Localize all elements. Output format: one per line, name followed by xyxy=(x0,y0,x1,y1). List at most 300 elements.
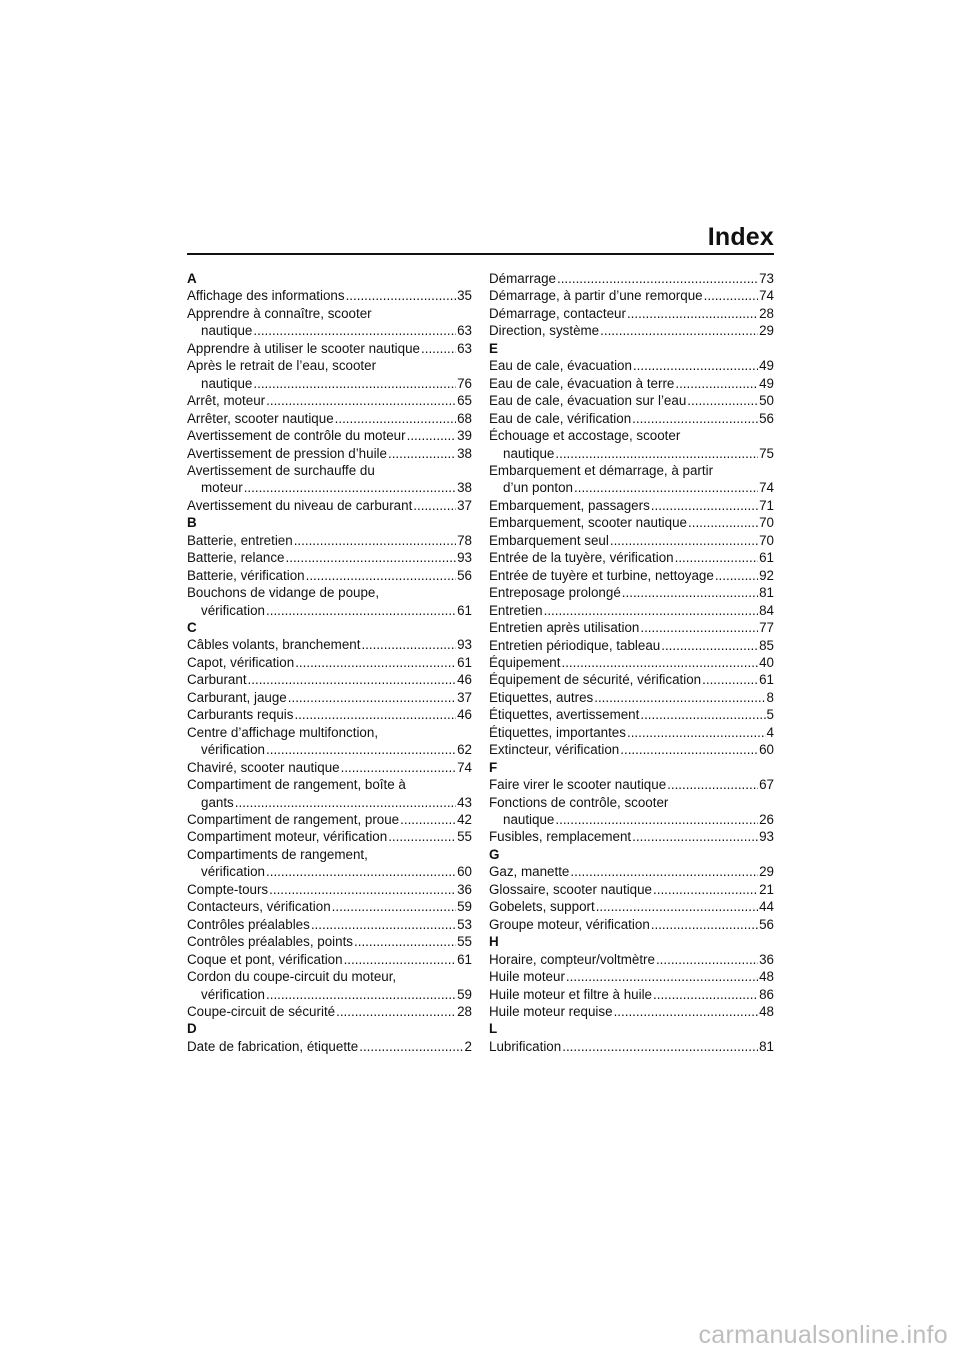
entry-text: Eau de cale, vérification xyxy=(489,410,632,426)
page-number: 68 xyxy=(457,410,472,426)
entry-text: Huile moteur requise xyxy=(489,1003,613,1019)
entry-text: Entreposage prolongé xyxy=(489,585,621,601)
index-entry[interactable] xyxy=(187,933,472,950)
dot-leader xyxy=(555,445,758,462)
page-number: 76 xyxy=(457,375,472,391)
index-entry[interactable] xyxy=(489,724,774,741)
entry-text: Équipement de sécurité, vérification xyxy=(489,672,702,688)
dot-leader xyxy=(633,357,758,374)
dot-leader xyxy=(653,986,758,1003)
dot-leader xyxy=(661,637,758,654)
section-letter: A xyxy=(187,271,197,286)
dot-leader xyxy=(675,375,758,392)
dot-leader xyxy=(266,392,456,409)
dot-leader xyxy=(688,514,758,531)
entry-text: Arrêter, scooter nautique xyxy=(187,410,334,426)
entry-text: Lubrification xyxy=(489,1038,562,1054)
entry-text: Gobelets, support xyxy=(489,899,595,915)
page-number: 63 xyxy=(457,340,472,356)
page-number: 78 xyxy=(457,532,472,548)
dot-leader xyxy=(566,968,758,985)
dot-leader xyxy=(354,933,456,950)
entry-text: Avertissement de surchauffe du xyxy=(187,462,375,478)
dot-leader xyxy=(336,1003,456,1020)
index-entry[interactable] xyxy=(187,776,472,811)
entry-text: Embarquement, scooter nautique xyxy=(489,515,688,531)
index-entry[interactable] xyxy=(187,724,472,759)
page-number: 29 xyxy=(759,864,774,880)
index-column-left xyxy=(187,270,472,1055)
index-entry[interactable] xyxy=(187,410,472,427)
entry-text: Compartiments de rangement, xyxy=(187,846,368,862)
index-entry[interactable] xyxy=(489,863,774,880)
index-entry[interactable] xyxy=(187,340,472,357)
page-number: 63 xyxy=(457,323,472,339)
page-number: 35 xyxy=(457,288,472,304)
dot-leader xyxy=(632,828,758,845)
index-column-right xyxy=(489,270,774,1055)
page-number: 37 xyxy=(457,497,472,513)
dot-leader xyxy=(286,549,457,566)
index-entry[interactable] xyxy=(489,671,774,688)
entry-text: Batterie, vérification xyxy=(187,567,305,583)
index-entry[interactable] xyxy=(489,1038,774,1055)
index-entry[interactable] xyxy=(489,514,774,531)
entry-text: Avertissement de contrôle du moteur xyxy=(187,428,406,444)
entry-text-continued: moteur xyxy=(201,480,243,496)
page-number: 93 xyxy=(759,829,774,845)
page-number: 21 xyxy=(759,881,774,897)
entry-text-continued: vérification xyxy=(201,742,266,758)
section-letter: H xyxy=(489,934,499,950)
index-entry[interactable] xyxy=(187,532,472,549)
dot-leader xyxy=(610,532,758,549)
index-entry[interactable] xyxy=(489,881,774,898)
index-entry[interactable] xyxy=(489,287,774,304)
page-number: 48 xyxy=(759,1003,774,1019)
entry-text: Démarrage, contacteur xyxy=(489,305,626,321)
entry-text: Embarquement, passagers xyxy=(489,497,650,513)
entry-text: Échouage et accostage, scooter xyxy=(489,428,681,444)
dot-leader xyxy=(557,270,758,287)
entry-text: Glossaire, scooter nautique xyxy=(489,881,653,897)
index-entry[interactable] xyxy=(489,619,774,636)
page-number: 55 xyxy=(457,934,472,950)
dot-leader xyxy=(346,287,457,304)
page-number: 61 xyxy=(457,951,472,967)
index-entry[interactable] xyxy=(489,986,774,1003)
page-number: 62 xyxy=(457,742,472,758)
page-number: 2 xyxy=(464,1038,472,1054)
page-number: 43 xyxy=(457,794,472,810)
entry-text: Horaire, compteur/voltmètre xyxy=(489,951,655,967)
entry-text: Huile moteur xyxy=(489,969,565,985)
entry-text: Entretien périodique, tableau xyxy=(489,637,661,653)
page-number: 61 xyxy=(457,602,472,618)
entry-text: Coque et pont, vérification xyxy=(187,951,343,967)
index-entry[interactable] xyxy=(187,759,472,776)
dot-leader xyxy=(640,706,765,723)
index-entry[interactable] xyxy=(187,689,472,706)
entry-text: Compte-tours xyxy=(187,881,269,897)
index-entry[interactable] xyxy=(489,584,774,601)
dot-leader xyxy=(704,287,758,304)
page-number: 38 xyxy=(457,445,472,461)
dot-leader xyxy=(687,392,758,409)
dot-leader xyxy=(600,322,758,339)
index-entry[interactable] xyxy=(187,636,472,653)
entry-text: Étiquettes, importantes xyxy=(489,724,626,740)
section-letter: B xyxy=(187,515,197,531)
page-number: 74 xyxy=(759,288,774,304)
index-entry[interactable] xyxy=(489,706,774,723)
index-entry[interactable] xyxy=(187,392,472,409)
dot-leader xyxy=(341,759,457,776)
index-entry[interactable] xyxy=(489,654,774,671)
index-entry[interactable] xyxy=(489,776,774,793)
index-entry[interactable] xyxy=(187,497,472,514)
entry-text: Affichage des informations xyxy=(187,288,345,304)
page-number: 93 xyxy=(457,637,472,653)
entry-text: Compartiment moteur, vérification xyxy=(187,829,388,845)
index-entry[interactable] xyxy=(187,671,472,688)
section-letter: F xyxy=(489,759,498,775)
entry-text: Extincteur, vérification xyxy=(489,742,620,758)
dot-leader xyxy=(544,602,758,619)
entry-text: Carburant xyxy=(187,672,247,688)
entry-text: Carburants requis xyxy=(187,707,294,723)
dot-leader xyxy=(413,497,456,514)
page-number: 29 xyxy=(759,323,774,339)
entry-text: Coupe-circuit de sécurité xyxy=(187,1003,336,1019)
page-number: 74 xyxy=(457,759,472,775)
dot-leader xyxy=(400,811,456,828)
entry-text-continued: vérification xyxy=(201,602,266,618)
page-number: 60 xyxy=(759,742,774,758)
entry-text: Arrêt, moteur xyxy=(187,393,266,409)
index-entry[interactable] xyxy=(187,846,472,881)
section-letter: D xyxy=(187,1021,197,1037)
entry-text: Entretien après utilisation xyxy=(489,620,640,636)
page-number: 53 xyxy=(457,916,472,932)
entry-text: Bouchons de vidange de poupe, xyxy=(187,585,380,601)
dot-leader xyxy=(335,410,456,427)
index-entry[interactable] xyxy=(489,567,774,584)
entry-text-continued: vérification xyxy=(201,986,266,1002)
index-entry[interactable] xyxy=(187,462,472,497)
entry-text-continued: d’un ponton xyxy=(503,480,573,496)
index-entry[interactable] xyxy=(489,305,774,322)
index-entry[interactable] xyxy=(187,706,472,723)
index-entry[interactable] xyxy=(187,584,472,619)
page-number: 70 xyxy=(759,532,774,548)
index-entry[interactable] xyxy=(187,811,472,828)
index-entry[interactable] xyxy=(187,916,472,933)
dot-leader xyxy=(656,951,758,968)
index-entry[interactable] xyxy=(489,462,774,497)
index-entry[interactable] xyxy=(187,1038,472,1055)
section-letter: G xyxy=(489,846,500,862)
entry-text: Apprendre à connaître, scooter xyxy=(187,305,372,321)
entry-text: Chaviré, scooter nautique xyxy=(187,759,340,775)
dot-leader xyxy=(632,410,758,427)
dot-leader xyxy=(294,532,456,549)
dot-leader xyxy=(266,602,456,619)
page-number: 71 xyxy=(759,497,774,513)
dot-leader xyxy=(311,916,456,933)
entry-text: Faire virer le scooter nautique xyxy=(489,777,667,793)
page-number: 50 xyxy=(759,393,774,409)
entry-text: Capot, vérification xyxy=(187,654,295,670)
page-number: 65 xyxy=(457,393,472,409)
index-entry[interactable] xyxy=(187,357,472,392)
entry-text: Après le retrait de l’eau, scooter xyxy=(187,358,377,374)
entry-text: Centre d’affichage multifonction, xyxy=(187,724,379,740)
page-number: 85 xyxy=(759,637,774,653)
dot-leader xyxy=(266,741,456,758)
entry-text: Compartiment de rangement, boîte à xyxy=(187,777,406,793)
dot-leader xyxy=(344,951,457,968)
page-number: 70 xyxy=(759,515,774,531)
dot-leader xyxy=(388,828,456,845)
index-entry[interactable] xyxy=(489,549,774,566)
index-entry[interactable] xyxy=(489,916,774,933)
index-entry[interactable] xyxy=(489,968,774,985)
section-letter: C xyxy=(187,620,197,636)
page-number: 46 xyxy=(457,707,472,723)
page-number: 81 xyxy=(759,1038,774,1054)
page-number: 40 xyxy=(759,654,774,670)
index-entry[interactable] xyxy=(489,322,774,339)
page-number: 36 xyxy=(457,881,472,897)
dot-leader xyxy=(306,567,457,584)
index-entry[interactable] xyxy=(489,357,774,374)
index-entry[interactable] xyxy=(187,445,472,462)
page-number: 36 xyxy=(759,951,774,967)
entry-text: Contrôles préalables xyxy=(187,916,310,932)
index-entry[interactable] xyxy=(489,828,774,845)
entry-text: Fusibles, remplacement xyxy=(489,829,632,845)
dot-leader xyxy=(253,375,456,392)
entry-text: Etiquettes, autres xyxy=(489,689,594,705)
entry-text: Eau de cale, évacuation xyxy=(489,358,632,374)
entry-text: Apprendre à utiliser le scooter nautique xyxy=(187,340,420,356)
page-number: 61 xyxy=(457,654,472,670)
index-entry[interactable] xyxy=(187,287,472,304)
page-number: 86 xyxy=(759,986,774,1002)
entry-text-continued: vérification xyxy=(201,864,266,880)
entry-text-continued: nautique xyxy=(503,445,555,461)
dot-leader xyxy=(332,898,456,915)
index-entry[interactable] xyxy=(187,898,472,915)
entry-text: Contacteurs, vérification xyxy=(187,899,331,915)
section-letter: L xyxy=(489,1021,498,1037)
index-entry[interactable] xyxy=(489,951,774,968)
entry-text: Batterie, relance xyxy=(187,550,285,566)
dot-leader xyxy=(407,427,457,444)
entry-text: Groupe moteur, vérification xyxy=(489,916,650,932)
entry-text: Embarquement seul xyxy=(489,532,609,548)
index-entry[interactable] xyxy=(489,794,774,829)
entry-text: Compartiment de rangement, proue xyxy=(187,812,400,827)
page-number: 61 xyxy=(759,672,774,688)
dot-leader xyxy=(614,1003,759,1020)
index-entry[interactable] xyxy=(187,951,472,968)
page-number: 56 xyxy=(457,567,472,583)
dot-leader xyxy=(269,881,456,898)
dot-leader xyxy=(627,305,758,322)
dot-leader xyxy=(295,654,456,671)
index-entry[interactable] xyxy=(489,1003,774,1020)
dot-leader xyxy=(288,689,456,706)
entry-text: Eau de cale, évacuation sur l’eau xyxy=(489,393,687,409)
entry-text-continued: nautique xyxy=(503,812,555,828)
index-entry[interactable] xyxy=(489,392,774,409)
index-entry[interactable] xyxy=(187,427,472,444)
dot-leader xyxy=(266,986,456,1003)
entry-text-continued: nautique xyxy=(201,375,253,391)
index-entry[interactable] xyxy=(489,637,774,654)
title-rule xyxy=(187,253,774,255)
page-number: 56 xyxy=(759,916,774,932)
entry-text: Câbles volants, branchement xyxy=(187,637,361,653)
page-number: 44 xyxy=(759,899,774,915)
entry-text-continued: nautique xyxy=(201,323,253,339)
dot-leader xyxy=(594,689,765,706)
page-number: 59 xyxy=(457,899,472,915)
page-number: 49 xyxy=(759,358,774,374)
dot-leader xyxy=(561,654,758,671)
entry-text: Carburant, jauge xyxy=(187,689,287,705)
index-entry[interactable] xyxy=(489,497,774,514)
index-entry[interactable] xyxy=(489,602,774,619)
page-number: 74 xyxy=(759,480,774,496)
entry-text: Démarrage xyxy=(489,271,556,286)
dot-leader xyxy=(702,671,758,688)
index-entry[interactable] xyxy=(489,410,774,427)
page-number: 56 xyxy=(759,410,774,426)
entry-text: Batterie, entretien xyxy=(187,532,293,548)
index-entry[interactable] xyxy=(489,270,774,287)
dot-leader xyxy=(555,811,758,828)
index-entry[interactable] xyxy=(489,741,774,758)
page-number: 59 xyxy=(457,986,472,1002)
dot-leader xyxy=(651,916,758,933)
entry-text: Démarrage, à partir d’une remorque xyxy=(489,288,703,304)
page-number: 84 xyxy=(759,602,774,618)
entry-text: Gaz, manette xyxy=(489,864,570,880)
page-number: 28 xyxy=(759,305,774,321)
entry-text: Direction, système xyxy=(489,323,600,339)
dot-leader xyxy=(651,497,758,514)
page-number: 60 xyxy=(457,864,472,880)
dot-leader xyxy=(235,794,456,811)
index-entry[interactable] xyxy=(489,375,774,392)
index-entry[interactable] xyxy=(489,898,774,915)
entry-text: Huile moteur et filtre à huile xyxy=(489,986,652,1002)
entry-text: Contrôles préalables, points xyxy=(187,934,353,950)
entry-text: Fonctions de contrôle, scooter xyxy=(489,794,669,810)
index-entry[interactable] xyxy=(187,549,472,566)
dot-leader xyxy=(574,479,758,496)
page-number: 92 xyxy=(759,567,774,583)
entry-text: Embarquement et démarrage, à partir xyxy=(489,462,714,478)
page-number: 39 xyxy=(457,428,472,444)
page-number: 37 xyxy=(457,689,472,705)
index-entry[interactable] xyxy=(187,1003,472,1020)
entry-text: Étiquettes, avertissement xyxy=(489,707,640,723)
index-entry[interactable] xyxy=(187,968,472,1003)
section-letter: E xyxy=(489,340,498,356)
page-number: 81 xyxy=(759,585,774,601)
dot-leader xyxy=(421,340,456,357)
dot-leader xyxy=(715,567,758,584)
index-entry[interactable] xyxy=(187,305,472,340)
page-number: 48 xyxy=(759,969,774,985)
page-number: 67 xyxy=(759,777,774,793)
index-entry[interactable] xyxy=(489,532,774,549)
dot-leader xyxy=(596,898,758,915)
entry-text: Avertissement de pression d’huile xyxy=(187,445,387,461)
dot-leader xyxy=(570,863,758,880)
dot-leader xyxy=(627,724,766,741)
entry-text: Eau de cale, évacuation à terre xyxy=(489,375,675,391)
dot-leader xyxy=(675,549,759,566)
dot-leader xyxy=(248,671,457,688)
index-entry[interactable] xyxy=(489,427,774,462)
watermark: carmanualsonline.info xyxy=(698,1321,948,1349)
dot-leader xyxy=(388,445,456,462)
entry-text: Date de fabrication, étiquette xyxy=(187,1038,359,1054)
index-entry[interactable] xyxy=(187,567,472,584)
page-number: 75 xyxy=(759,445,774,461)
page-number: 5 xyxy=(766,707,774,723)
dot-leader xyxy=(653,881,758,898)
index-entry[interactable] xyxy=(187,828,472,845)
entry-text-continued: gants xyxy=(201,794,234,810)
page-number: 8 xyxy=(766,689,774,705)
entry-text: Entrée de la tuyère, vérification xyxy=(489,550,674,566)
dot-leader xyxy=(640,619,758,636)
dot-leader xyxy=(667,776,758,793)
dot-leader xyxy=(294,706,456,723)
dot-leader xyxy=(620,741,758,758)
dot-leader xyxy=(253,322,456,339)
page-number: 42 xyxy=(457,812,472,827)
index-entry[interactable] xyxy=(187,881,472,898)
entry-text: Entretien xyxy=(489,602,543,618)
page-number: 77 xyxy=(759,620,774,636)
index-entry[interactable] xyxy=(187,654,472,671)
entry-text: Équipement xyxy=(489,654,561,670)
entry-text: Avertissement du niveau de carburant xyxy=(187,497,413,513)
page-title: Index xyxy=(707,223,774,251)
page-number: 61 xyxy=(759,550,774,566)
page-number: 49 xyxy=(759,375,774,391)
dot-leader xyxy=(622,584,758,601)
dot-leader xyxy=(359,1038,463,1055)
page-number: 46 xyxy=(457,672,472,688)
page-number: 55 xyxy=(457,829,472,845)
entry-text: Cordon du coupe-circuit du moteur, xyxy=(187,969,397,985)
entry-text: Entrée de tuyère et turbine, nettoyage xyxy=(489,567,714,583)
dot-leader xyxy=(562,1038,758,1055)
index-entry[interactable] xyxy=(489,689,774,706)
page-number: 4 xyxy=(766,724,774,740)
page-number: 73 xyxy=(759,271,774,286)
dot-leader xyxy=(266,863,456,880)
dot-leader xyxy=(361,636,456,653)
